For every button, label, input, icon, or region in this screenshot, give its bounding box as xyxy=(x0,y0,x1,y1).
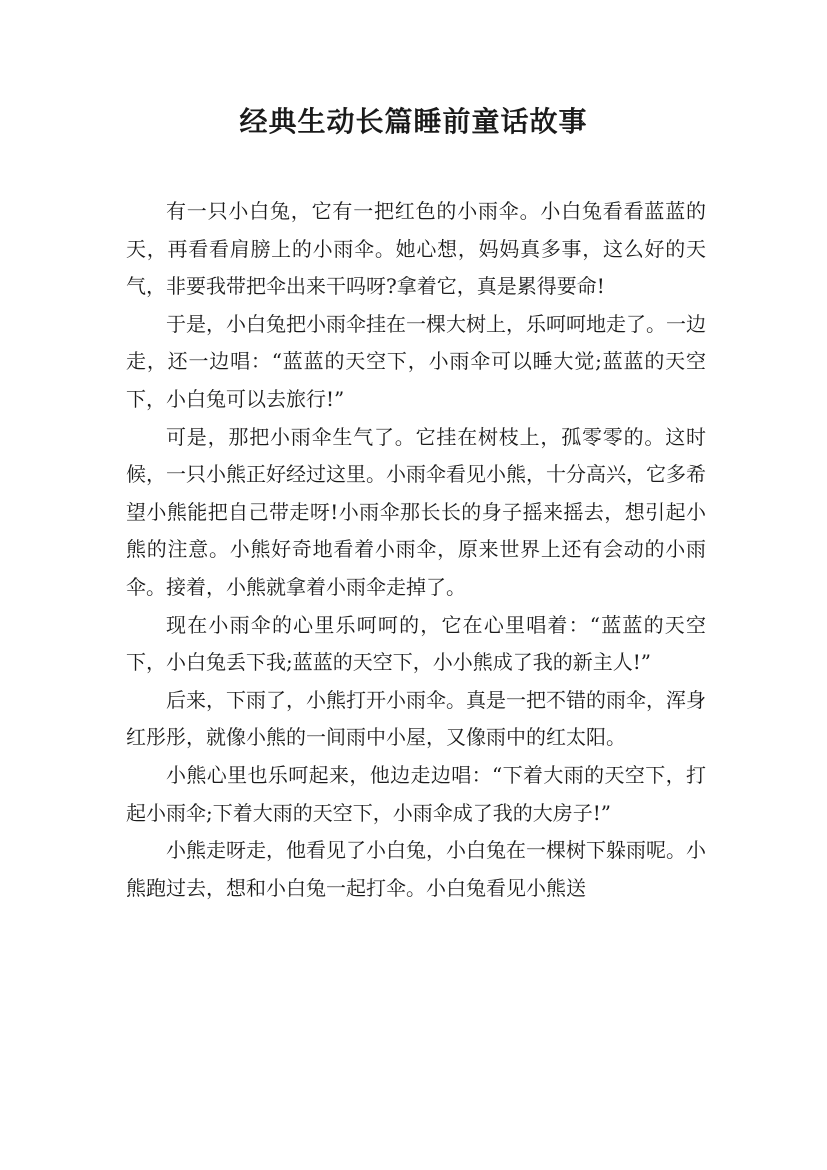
paragraph-1: 有一只小白兔，它有一把红色的小雨伞。小白兔看看蓝蓝的天，再看看肩膀上的小雨伞。她心想，妈妈真多事，这么好的天气，非要我带把伞出来干吗呀?拿着它，真是累得要命! xyxy=(126,199,706,299)
paragraph-3: 可是，那把小雨伞生气了。它挂在树枝上，孤零零的。这时候，一只小熊正好经过这里。小雨伞看见小熊，十分高兴，它多希望小熊能把自己带走呀!小雨伞那长长的身子摇来摇去，想引起小熊的注意。小熊好奇地看着小雨伞，原来世界上还有会动的小雨伞。接着，小熊就拿着小雨伞走掉了。 xyxy=(126,424,706,599)
paragraph-5: 后来，下雨了，小熊打开小雨伞。真是一把不错的雨伞，浑身红彤彤，就像小熊的一间雨中小屋，又像雨中的红太阳。 xyxy=(126,687,706,750)
paragraph-2: 于是，小白兔把小雨伞挂在一棵大树上，乐呵呵地走了。一边走，还一边唱：“蓝蓝的天空下，小雨伞可以睡大觉;蓝蓝的天空下，小白兔可以去旅行!” xyxy=(126,311,706,411)
paragraph-7: 小熊走呀走，他看见了小白兔，小白兔在一棵树下躲雨呢。小熊跑过去，想和小白兔一起打伞。小白兔看见小熊送 xyxy=(126,838,706,900)
document-title: 经典生动长篇睡前童话故事 xyxy=(239,105,588,138)
paragraph-6: 小熊心里也乐呵起来，他边走边唱：“下着大雨的天空下，打起小雨伞;下着大雨的天空下，小雨伞成了我的大房子!” xyxy=(126,762,706,825)
paragraph-4: 现在小雨伞的心里乐呵呵的，它在心里唱着：“蓝蓝的天空下，小白兔丢下我;蓝蓝的天空下，小小熊成了我的新主人!” xyxy=(126,612,706,675)
document-body xyxy=(126,193,706,907)
